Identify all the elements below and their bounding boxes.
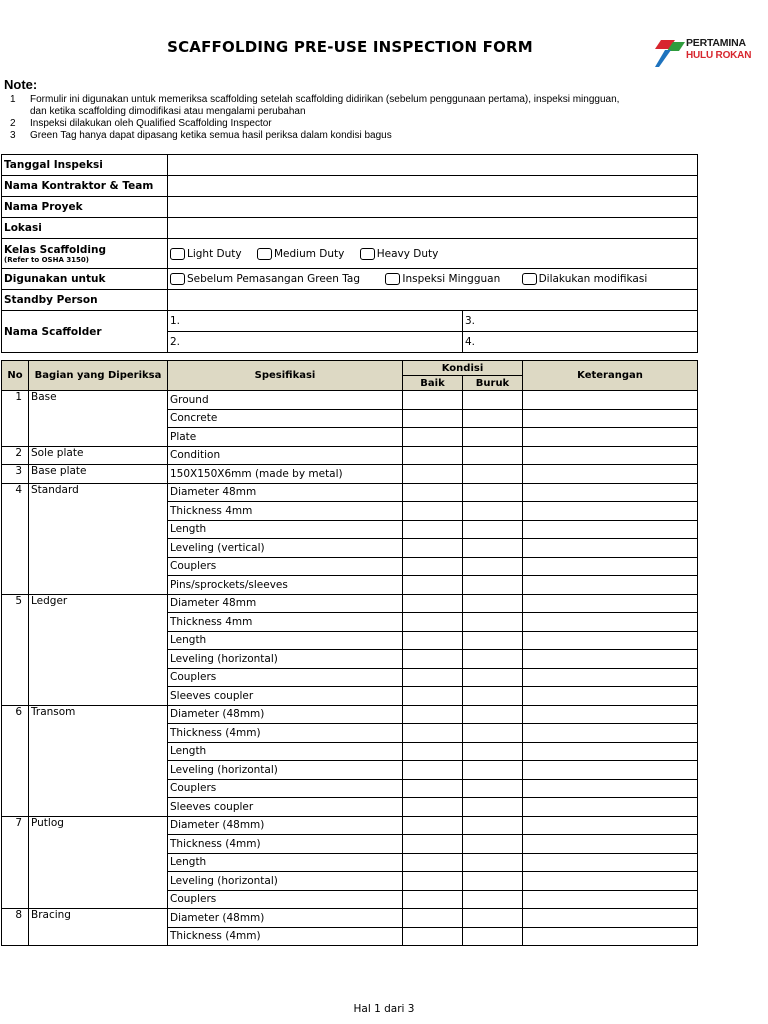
baik-cell[interactable] — [403, 631, 463, 650]
spec-cell: 150X150X6mm (made by metal) — [168, 465, 403, 484]
part-name: Base — [29, 391, 168, 447]
nama-kontraktor-field[interactable] — [168, 176, 698, 197]
option-light-duty[interactable] — [170, 248, 242, 260]
keterangan-cell[interactable] — [523, 742, 698, 761]
baik-cell[interactable] — [403, 724, 463, 743]
label-kelas-scaffolding — [2, 239, 168, 269]
baik-cell[interactable] — [403, 613, 463, 632]
notes-list — [4, 94, 704, 142]
spec-cell: Length — [168, 742, 403, 761]
option-inspeksi-mingguan[interactable] — [385, 273, 500, 285]
buruk-cell[interactable] — [463, 927, 523, 946]
buruk-cell[interactable] — [463, 872, 523, 891]
header-bagian: Bagian yang Diperiksa — [29, 361, 168, 391]
buruk-cell[interactable] — [463, 465, 523, 484]
baik-cell[interactable] — [403, 557, 463, 576]
scaffolder-slot-3[interactable]: 3. — [463, 311, 698, 332]
keterangan-cell[interactable] — [523, 465, 698, 484]
table-row — [2, 465, 698, 484]
spec-cell: Plate — [168, 428, 403, 447]
baik-cell[interactable] — [403, 687, 463, 706]
buruk-cell[interactable] — [463, 705, 523, 724]
spec-cell: Diameter (48mm) — [168, 705, 403, 724]
table-row — [2, 483, 698, 502]
buruk-cell[interactable] — [463, 668, 523, 687]
spec-cell: Leveling (horizontal) — [168, 650, 403, 669]
buruk-cell[interactable] — [463, 594, 523, 613]
buruk-cell[interactable] — [463, 502, 523, 521]
pertamina-logo-icon — [655, 36, 685, 68]
label-nama-kontraktor: Nama Kontraktor & Team — [2, 176, 168, 197]
baik-cell[interactable] — [403, 520, 463, 539]
spec-cell: Length — [168, 631, 403, 650]
keterangan-cell[interactable] — [523, 613, 698, 632]
logo-text-line1: PERTAMINA — [686, 37, 746, 49]
keterangan-cell[interactable] — [523, 853, 698, 872]
row-number: 7 — [2, 816, 29, 909]
keterangan-cell[interactable] — [523, 816, 698, 835]
table-row — [2, 816, 698, 835]
checkbox-icon[interactable] — [257, 248, 272, 260]
keterangan-cell[interactable] — [523, 539, 698, 558]
keterangan-cell[interactable] — [523, 594, 698, 613]
row-number: 2 — [2, 446, 29, 465]
note-text: dan ketika scaffolding dimodifikasi atau mengalami perubahan — [30, 106, 306, 117]
standby-person-field[interactable] — [168, 290, 698, 311]
option-label: Sebelum Pemasangan Green Tag — [187, 273, 361, 285]
spec-cell: Leveling (vertical) — [168, 539, 403, 558]
buruk-cell[interactable] — [463, 613, 523, 632]
baik-cell[interactable] — [403, 668, 463, 687]
row-number: 6 — [2, 705, 29, 816]
inspection-table-body — [2, 391, 698, 946]
keterangan-cell[interactable] — [523, 724, 698, 743]
keterangan-cell[interactable] — [523, 909, 698, 928]
note-text: Inspeksi dilakukan oleh Qualified Scaffolding Inspector — [30, 118, 272, 129]
part-name: Sole plate — [29, 446, 168, 465]
note-title: Note: — [4, 77, 38, 92]
keterangan-cell[interactable] — [523, 705, 698, 724]
spec-cell: Couplers — [168, 557, 403, 576]
note-number: 1 — [10, 94, 16, 105]
checkbox-icon[interactable] — [170, 248, 185, 260]
option-label: Inspeksi Mingguan — [402, 273, 501, 285]
keterangan-cell[interactable] — [523, 761, 698, 780]
spec-cell: Condition — [168, 446, 403, 465]
baik-cell[interactable] — [403, 576, 463, 595]
baik-cell[interactable] — [403, 816, 463, 835]
baik-cell[interactable] — [403, 465, 463, 484]
part-name: Bracing — [29, 909, 168, 946]
option-label: Dilakukan modifikasi — [538, 273, 648, 285]
digunakan-untuk-options — [168, 269, 698, 290]
baik-cell[interactable] — [403, 742, 463, 761]
option-label: Light Duty — [187, 247, 242, 260]
table-row — [2, 391, 698, 410]
spec-cell: Sleeves coupler — [168, 798, 403, 817]
spec-cell: Couplers — [168, 668, 403, 687]
inspection-table — [1, 360, 698, 946]
option-heavy-duty[interactable] — [360, 248, 439, 260]
checkbox-icon[interactable] — [522, 273, 537, 285]
baik-cell[interactable] — [403, 853, 463, 872]
header-no: No — [2, 361, 29, 391]
baik-cell[interactable] — [403, 835, 463, 854]
part-name: Putlog — [29, 816, 168, 909]
buruk-cell[interactable] — [463, 724, 523, 743]
note-number: 2 — [10, 118, 16, 129]
baik-cell[interactable] — [403, 650, 463, 669]
buruk-cell[interactable] — [463, 539, 523, 558]
spec-cell: Length — [168, 520, 403, 539]
buruk-cell[interactable] — [463, 631, 523, 650]
kelas-scaffolding-text: Kelas Scaffolding — [4, 243, 106, 256]
form-title: SCAFFOLDING PRE-USE INSPECTION FORM — [167, 38, 533, 56]
table-row — [2, 594, 698, 613]
keterangan-cell[interactable] — [523, 576, 698, 595]
keterangan-cell[interactable] — [523, 872, 698, 891]
spec-cell: Thickness (4mm) — [168, 835, 403, 854]
header-baik: Baik — [403, 376, 463, 391]
option-dilakukan-modifikasi[interactable] — [522, 273, 648, 285]
buruk-cell[interactable] — [463, 428, 523, 447]
keterangan-cell[interactable] — [523, 668, 698, 687]
spec-cell: Leveling (horizontal) — [168, 872, 403, 891]
keterangan-cell[interactable] — [523, 890, 698, 909]
buruk-cell[interactable] — [463, 909, 523, 928]
baik-cell[interactable] — [403, 872, 463, 891]
note-item — [4, 94, 704, 105]
spec-cell: Diameter (48mm) — [168, 816, 403, 835]
buruk-cell[interactable] — [463, 391, 523, 410]
keterangan-cell[interactable] — [523, 650, 698, 669]
note-number: 3 — [10, 130, 16, 141]
row-number: 3 — [2, 465, 29, 484]
part-name: Base plate — [29, 465, 168, 484]
label-digunakan-untuk: Digunakan untuk — [2, 269, 168, 290]
keterangan-cell[interactable] — [523, 502, 698, 521]
buruk-cell[interactable] — [463, 557, 523, 576]
checkbox-icon[interactable] — [360, 248, 375, 260]
table-row — [2, 705, 698, 724]
spec-cell: Thickness 4mm — [168, 613, 403, 632]
header-buruk: Buruk — [463, 376, 523, 391]
part-name: Standard — [29, 483, 168, 594]
pertamina-logo — [655, 36, 760, 68]
row-number: 1 — [2, 391, 29, 447]
buruk-cell[interactable] — [463, 761, 523, 780]
option-label: Heavy Duty — [376, 247, 439, 260]
page-number: Hal 1 dari 3 — [353, 1003, 415, 1015]
spec-cell: Length — [168, 853, 403, 872]
baik-cell[interactable] — [403, 890, 463, 909]
keterangan-cell[interactable] — [523, 798, 698, 817]
baik-cell[interactable] — [403, 539, 463, 558]
buruk-cell[interactable] — [463, 409, 523, 428]
spec-cell: Concrete — [168, 409, 403, 428]
buruk-cell[interactable] — [463, 890, 523, 909]
spec-cell: Diameter 48mm — [168, 594, 403, 613]
kelas-scaffolding-options — [168, 239, 698, 269]
baik-cell[interactable] — [403, 779, 463, 798]
buruk-cell[interactable] — [463, 650, 523, 669]
tanggal-inspeksi-field[interactable] — [168, 155, 698, 176]
spec-cell: Thickness (4mm) — [168, 724, 403, 743]
spec-cell: Diameter 48mm — [168, 483, 403, 502]
baik-cell[interactable] — [403, 798, 463, 817]
keterangan-cell[interactable] — [523, 446, 698, 465]
buruk-cell[interactable] — [463, 853, 523, 872]
header-kondisi: Kondisi — [403, 361, 523, 376]
baik-cell[interactable] — [403, 594, 463, 613]
buruk-cell[interactable] — [463, 816, 523, 835]
spec-cell: Thickness (4mm) — [168, 927, 403, 946]
baik-cell[interactable] — [403, 909, 463, 928]
buruk-cell[interactable] — [463, 798, 523, 817]
label-lokasi: Lokasi — [2, 218, 168, 239]
spec-cell: Ground — [168, 391, 403, 410]
note-text: Formulir ini digunakan untuk memeriksa scaffolding setelah scaffolding didirikan (sebelum penggunaan pertama), inspeksi mingguan, — [30, 94, 620, 105]
keterangan-cell[interactable] — [523, 835, 698, 854]
part-name: Transom — [29, 705, 168, 816]
logo-text-line2: HULU ROKAN — [686, 50, 752, 61]
keterangan-cell[interactable] — [523, 687, 698, 706]
baik-cell[interactable] — [403, 428, 463, 447]
spec-cell: Pins/sprockets/sleeves — [168, 576, 403, 595]
option-medium-duty[interactable] — [257, 248, 344, 260]
keterangan-cell[interactable] — [523, 779, 698, 798]
scaffolder-slot-1[interactable]: 1. — [168, 311, 463, 332]
keterangan-cell[interactable] — [523, 631, 698, 650]
buruk-cell[interactable] — [463, 483, 523, 502]
row-number: 5 — [2, 594, 29, 705]
note-item — [4, 106, 704, 117]
keterangan-cell[interactable] — [523, 428, 698, 447]
baik-cell[interactable] — [403, 761, 463, 780]
option-label: Medium Duty — [273, 247, 345, 260]
spec-cell: Couplers — [168, 779, 403, 798]
baik-cell[interactable] — [403, 502, 463, 521]
note-item — [4, 130, 704, 141]
baik-cell[interactable] — [403, 483, 463, 502]
scaffolder-slot-4[interactable]: 4. — [463, 332, 698, 353]
spec-cell: Sleeves coupler — [168, 687, 403, 706]
keterangan-cell[interactable] — [523, 520, 698, 539]
spec-cell: Diameter (48mm) — [168, 909, 403, 928]
baik-cell[interactable] — [403, 927, 463, 946]
label-nama-scaffolder: Nama Scaffolder — [2, 311, 168, 353]
baik-cell[interactable] — [403, 391, 463, 410]
buruk-cell[interactable] — [463, 576, 523, 595]
spec-cell: Couplers — [168, 890, 403, 909]
baik-cell[interactable] — [403, 705, 463, 724]
buruk-cell[interactable] — [463, 687, 523, 706]
keterangan-cell[interactable] — [523, 391, 698, 410]
kelas-scaffolding-reference: (Refer to OSHA 3150) — [4, 255, 89, 264]
table-row — [2, 446, 698, 465]
keterangan-cell[interactable] — [523, 557, 698, 576]
row-number: 8 — [2, 909, 29, 946]
buruk-cell[interactable] — [463, 779, 523, 798]
keterangan-cell[interactable] — [523, 483, 698, 502]
scaffolder-slot-2[interactable]: 2. — [168, 332, 463, 353]
row-number: 4 — [2, 483, 29, 594]
header-keterangan: Keterangan — [523, 361, 698, 391]
keterangan-cell[interactable] — [523, 927, 698, 946]
buruk-cell[interactable] — [463, 446, 523, 465]
table-row — [2, 909, 698, 928]
buruk-cell[interactable] — [463, 520, 523, 539]
spec-cell: Thickness 4mm — [168, 502, 403, 521]
note-text: Green Tag hanya dapat dipasang ketika semua hasil periksa dalam kondisi bagus — [30, 130, 392, 141]
buruk-cell[interactable] — [463, 835, 523, 854]
info-table — [1, 154, 698, 353]
buruk-cell[interactable] — [463, 742, 523, 761]
baik-cell[interactable] — [403, 446, 463, 465]
baik-cell[interactable] — [403, 409, 463, 428]
keterangan-cell[interactable] — [523, 409, 698, 428]
spec-cell: Leveling (horizontal) — [168, 761, 403, 780]
label-standby-person: Standby Person — [2, 290, 168, 311]
note-item — [4, 118, 704, 129]
checkbox-icon[interactable] — [170, 273, 185, 285]
nama-proyek-field[interactable] — [168, 197, 698, 218]
option-sebelum-green-tag[interactable] — [170, 273, 360, 285]
label-tanggal-inspeksi: Tanggal Inspeksi — [2, 155, 168, 176]
header-spesifikasi: Spesifikasi — [168, 361, 403, 391]
lokasi-field[interactable] — [168, 218, 698, 239]
label-nama-proyek: Nama Proyek — [2, 197, 168, 218]
checkbox-icon[interactable] — [385, 273, 400, 285]
part-name: Ledger — [29, 594, 168, 705]
